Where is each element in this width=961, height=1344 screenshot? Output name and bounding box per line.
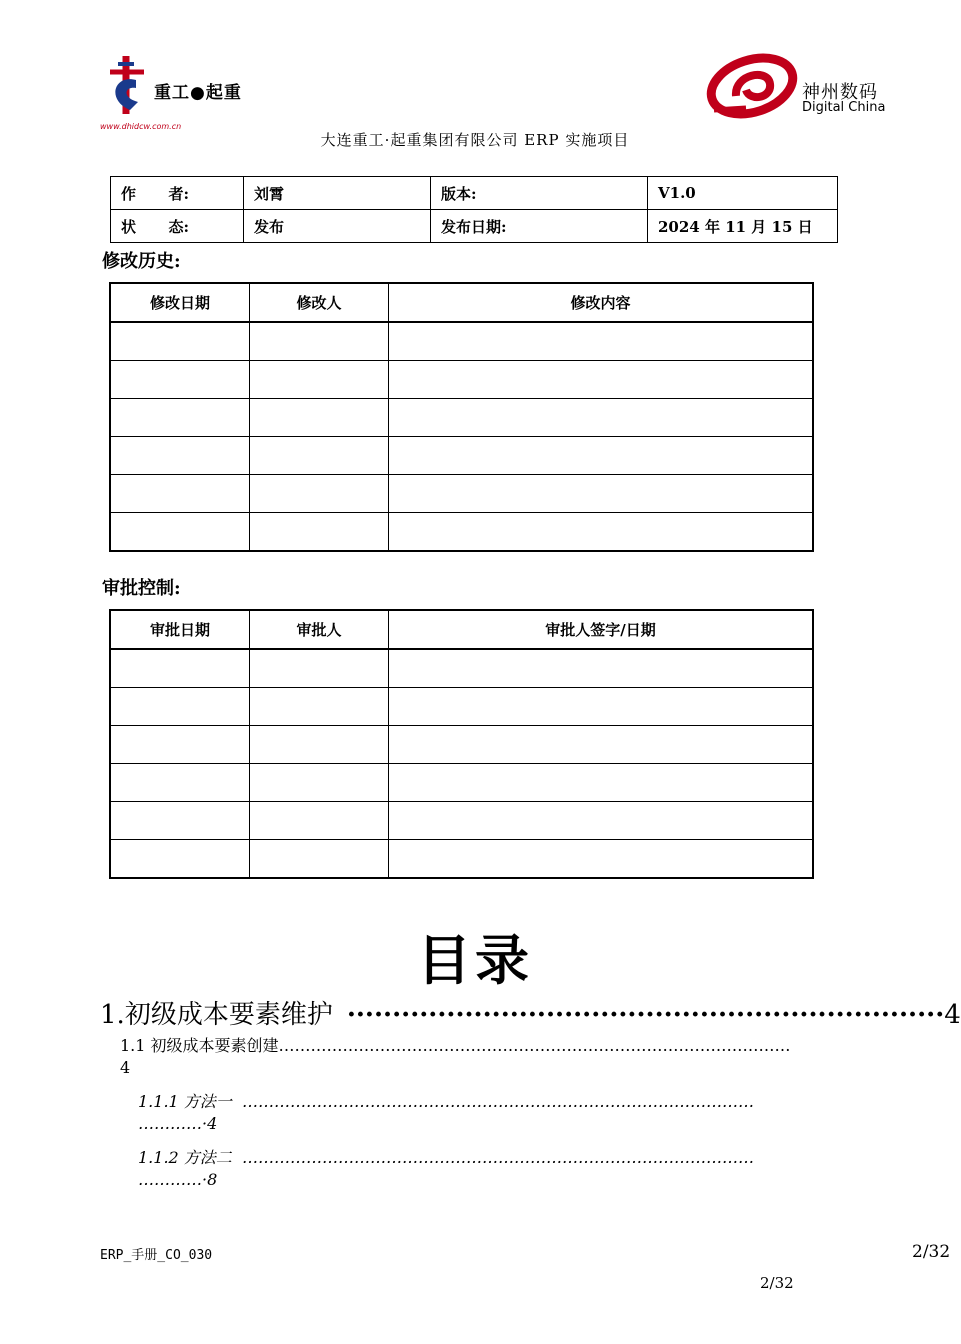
approval-cell[interactable] bbox=[389, 688, 814, 726]
toc-level2-leader: …………………………………………………………………………………… bbox=[278, 1036, 791, 1055]
revision-cell[interactable] bbox=[110, 513, 250, 552]
toc-entry-level2[interactable] bbox=[120, 1035, 850, 1079]
revision-cell[interactable] bbox=[389, 437, 814, 475]
author-value: 刘霄 bbox=[244, 177, 431, 210]
revision-cell[interactable] bbox=[250, 361, 389, 399]
toc-level3-2-title: 1.1.2 方法二 bbox=[138, 1148, 232, 1167]
author-label bbox=[111, 177, 244, 210]
status-label-char-1: 状 bbox=[121, 217, 137, 236]
toc-level2-page: 4 bbox=[120, 1058, 131, 1077]
toc-level1-number: 1. bbox=[100, 1000, 125, 1030]
approval-row bbox=[110, 726, 813, 764]
approval-cell[interactable] bbox=[250, 649, 389, 688]
toc-level3-2-leader-cont: …………· bbox=[138, 1170, 208, 1189]
version-label: 版本: bbox=[431, 177, 648, 210]
approval-cell[interactable] bbox=[110, 649, 250, 688]
info-row-status bbox=[111, 210, 838, 243]
digital-china-logo bbox=[706, 52, 896, 124]
status-label-char-2: 态: bbox=[168, 217, 189, 236]
author-label-char-1: 作 bbox=[121, 184, 137, 203]
dhi-logo-url: www.dhidcw.com.cn bbox=[100, 122, 182, 131]
approval-col-signature: 审批人签字/日期 bbox=[389, 610, 814, 649]
toc-level2-title: 1.1 初级成本要素创建 bbox=[120, 1036, 279, 1055]
toc-level3-1-page: 4 bbox=[207, 1114, 218, 1133]
revision-cell[interactable] bbox=[110, 322, 250, 361]
approval-cell[interactable] bbox=[110, 688, 250, 726]
revision-cell[interactable] bbox=[250, 513, 389, 552]
approval-cell[interactable] bbox=[250, 726, 389, 764]
approval-cell[interactable] bbox=[110, 726, 250, 764]
digital-china-emblem-icon bbox=[706, 52, 798, 124]
revision-col-person: 修改人 bbox=[250, 283, 389, 322]
revision-cell[interactable] bbox=[250, 437, 389, 475]
toc-level1-page: 4 bbox=[944, 1000, 961, 1030]
dhi-emblem-icon bbox=[96, 52, 156, 122]
revision-col-content: 修改内容 bbox=[389, 283, 814, 322]
approval-table bbox=[109, 609, 814, 879]
status-value: 发布 bbox=[244, 210, 431, 243]
approval-cell[interactable] bbox=[389, 726, 814, 764]
approval-cell[interactable] bbox=[110, 840, 250, 879]
approval-cell[interactable] bbox=[389, 840, 814, 879]
digital-china-cn: 神州数码 bbox=[802, 82, 878, 103]
revision-cell[interactable] bbox=[250, 475, 389, 513]
footer-page-number: 2/32 bbox=[912, 1242, 951, 1262]
project-title: 大连重工·起重集团有限公司 ERP 实施项目 bbox=[320, 131, 630, 149]
revision-cell[interactable] bbox=[250, 399, 389, 437]
author-label-char-2: 者: bbox=[168, 184, 189, 203]
revision-cell[interactable] bbox=[389, 361, 814, 399]
toc-entry-level3-2[interactable] bbox=[138, 1147, 850, 1191]
revision-cell[interactable] bbox=[110, 361, 250, 399]
version-value: V1.0 bbox=[648, 177, 838, 210]
dhi-logo bbox=[96, 52, 286, 136]
footer-page-number-bottom: 2/32 bbox=[760, 1274, 794, 1292]
revision-history-title: 修改历史: bbox=[102, 251, 181, 272]
revision-cell[interactable] bbox=[389, 399, 814, 437]
approval-cell[interactable] bbox=[250, 764, 389, 802]
approval-col-approver: 审批人 bbox=[250, 610, 389, 649]
approval-cell[interactable] bbox=[110, 764, 250, 802]
revision-cell[interactable] bbox=[110, 475, 250, 513]
approval-row bbox=[110, 649, 813, 688]
revision-row bbox=[110, 437, 813, 475]
status-label bbox=[111, 210, 244, 243]
revision-cell[interactable] bbox=[389, 475, 814, 513]
toc-level3-1-title: 1.1.1 方法一 bbox=[138, 1092, 232, 1111]
approval-cell[interactable] bbox=[389, 802, 814, 840]
approval-header-row bbox=[110, 610, 813, 649]
approval-cell[interactable] bbox=[389, 764, 814, 802]
release-date-label: 发布日期: bbox=[431, 210, 648, 243]
approval-row bbox=[110, 802, 813, 840]
revision-row bbox=[110, 513, 813, 552]
revision-cell[interactable] bbox=[389, 322, 814, 361]
toc-level3-1-leader: …………………………………………………………………………………… bbox=[241, 1092, 754, 1111]
toc-level1-leader: ·································································· bbox=[346, 1000, 945, 1030]
approval-cell[interactable] bbox=[389, 649, 814, 688]
revision-history-table bbox=[109, 282, 814, 552]
revision-header-row bbox=[110, 283, 813, 322]
revision-cell[interactable] bbox=[110, 399, 250, 437]
toc-level3-2-page: 8 bbox=[207, 1170, 218, 1189]
revision-row bbox=[110, 399, 813, 437]
revision-row bbox=[110, 361, 813, 399]
toc-heading: 目录 bbox=[417, 929, 533, 992]
revision-col-date: 修改日期 bbox=[110, 283, 250, 322]
info-row-author bbox=[111, 177, 838, 210]
revision-cell[interactable] bbox=[250, 322, 389, 361]
document-info-table bbox=[110, 176, 838, 243]
approval-row bbox=[110, 840, 813, 879]
approval-cell[interactable] bbox=[250, 802, 389, 840]
approval-cell[interactable] bbox=[250, 840, 389, 879]
toc-level3-2-leader: …………………………………………………………………………………… bbox=[241, 1148, 754, 1167]
approval-title: 审批控制: bbox=[102, 578, 181, 599]
approval-row bbox=[110, 764, 813, 802]
dhi-logo-text: 重工●起重 bbox=[154, 83, 242, 103]
approval-row bbox=[110, 688, 813, 726]
footer-doc-code: ERP_手册_CO_030 bbox=[100, 1248, 213, 1263]
revision-row bbox=[110, 475, 813, 513]
toc-entry-level1[interactable] bbox=[100, 994, 961, 1031]
approval-col-date: 审批日期 bbox=[110, 610, 250, 649]
approval-cell[interactable] bbox=[250, 688, 389, 726]
digital-china-en: Digital China bbox=[802, 100, 886, 115]
approval-cell[interactable] bbox=[110, 802, 250, 840]
toc-level1-title: 初级成本要素维护 bbox=[124, 1000, 333, 1030]
revision-row bbox=[110, 322, 813, 361]
approval-table-body bbox=[110, 649, 813, 878]
toc-level3-1-leader-cont: …………· bbox=[138, 1114, 208, 1133]
revision-cell[interactable] bbox=[110, 437, 250, 475]
release-date-value: 2024 年 11 月 15 日 bbox=[648, 210, 838, 243]
revision-table-body bbox=[110, 322, 813, 551]
toc-entry-level3-1[interactable] bbox=[138, 1091, 850, 1135]
revision-cell[interactable] bbox=[389, 513, 814, 552]
